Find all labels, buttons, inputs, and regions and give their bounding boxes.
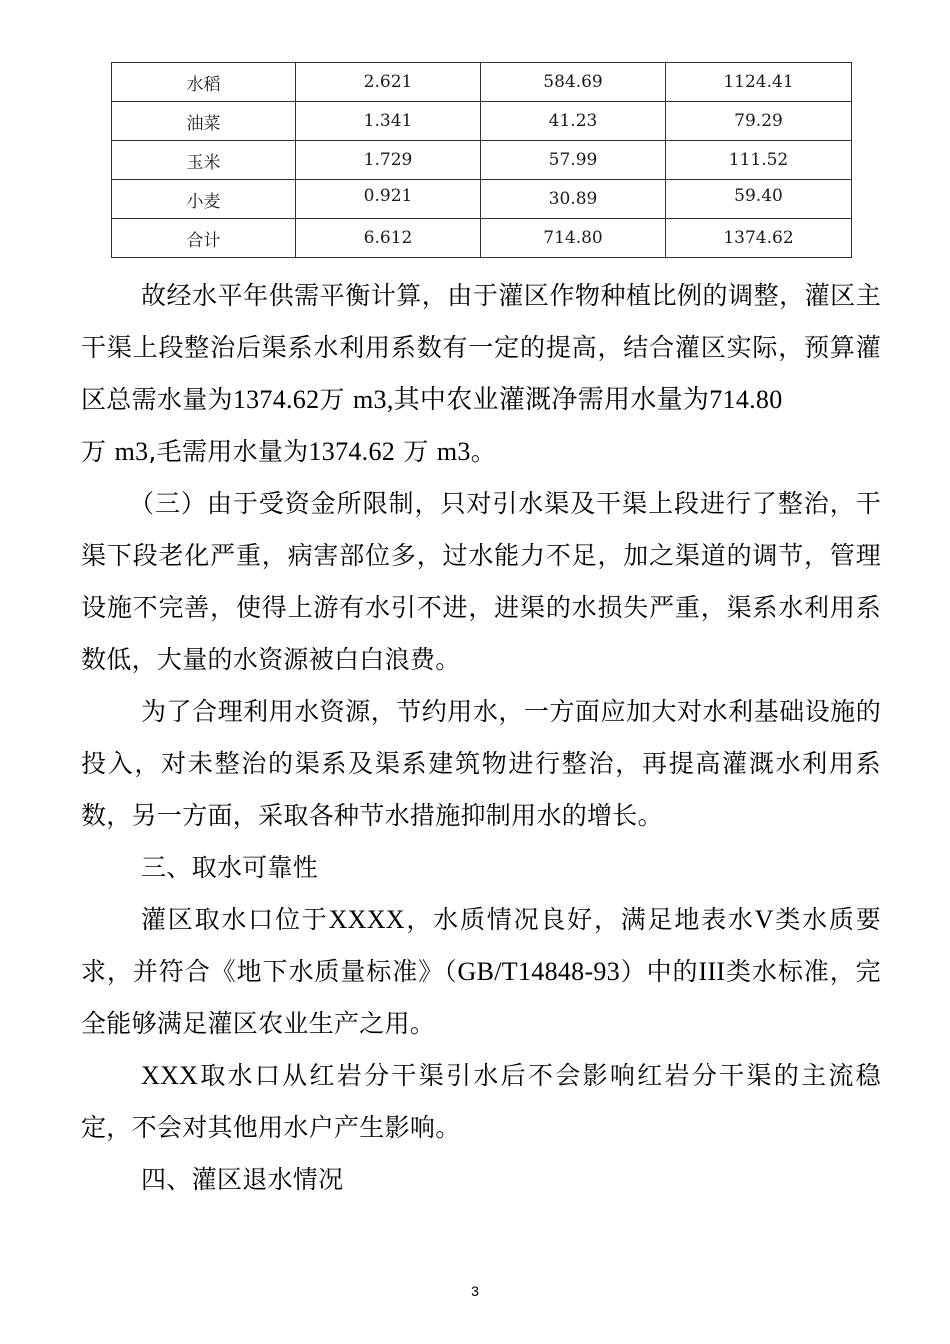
number-run: 1374.62 (232, 385, 320, 414)
number-run: 714.80 (709, 385, 783, 414)
table-cell: 714.80 (481, 219, 666, 258)
table-cell: 6.612 (296, 219, 481, 258)
text-run: 取水口从红岩分干渠引水后不会影响红岩分干渠的主流稳定，不会对其他用水户产生影响。 (81, 1061, 881, 1142)
text-run: 万 (81, 437, 107, 466)
number-run: III (698, 957, 726, 986)
unit-exponent: 3 (135, 437, 149, 466)
heading-intake-reliability: 三、取水可靠性 (141, 853, 319, 882)
table-cell: 0.921 (296, 180, 481, 219)
unit-run: m (114, 437, 136, 466)
table-cell: 1.729 (296, 141, 481, 180)
number-run: XXX (141, 1061, 199, 1090)
table-cell: 57.99 (481, 141, 666, 180)
table-cell: 1124.41 (666, 63, 852, 102)
table-cell-crop: 油菜 (112, 102, 296, 141)
number-run: V (754, 905, 774, 934)
crop-water-table (111, 62, 852, 258)
text-run: 故经水平年供需平衡计算，由于灌区作物种植比例的调整，灌区主干渠上段整治后渠系水利用系数有一定的提高，结合灌区实际，预算灌区总需水量为 (81, 281, 881, 414)
table-cell-crop: 水稻 (112, 63, 296, 102)
heading-drainage: 四、灌区退水情况 (141, 1165, 344, 1194)
text-run: 万 (403, 437, 429, 466)
table-cell: 2.621 (296, 63, 481, 102)
text-run: 。 (470, 437, 497, 466)
table-cell-crop: 小麦 (112, 180, 296, 219)
unit-run: m (352, 385, 374, 414)
table-cell: 1.341 (296, 102, 481, 141)
text-run: 万 (319, 385, 345, 414)
table-row (112, 63, 852, 102)
paragraph-water-demand (81, 270, 881, 478)
text-run: 灌区取水口位于 (141, 905, 329, 934)
text-run: ,毛需用水量为 (148, 437, 309, 466)
text-run: 类水标准，完全能够满足灌区农业生产之用。 (81, 957, 881, 1038)
table-cell: 59.40 (666, 180, 852, 219)
number-run: GB/T14848-93 (457, 957, 621, 986)
number-run: 1374.62 (308, 437, 396, 466)
table-row (112, 180, 852, 219)
unit-exponent: 3 (373, 385, 387, 414)
paragraph-rational-use: 为了合理利用水资源，节约用水，一方面应加大对水利基础设施的投入，对未整治的渠系及渠系建筑物进行整治，再提高灌溉水利用系数，另一方面，采取各种节水措施抑制用水的增长。 (81, 697, 881, 830)
table-cell: 111.52 (666, 141, 852, 180)
text-run: ,其中农业灌溉净需用水量为 (386, 385, 710, 414)
table-cell: 1374.62 (666, 219, 852, 258)
paragraph-intake-location (81, 894, 881, 1050)
table-cell: 79.29 (666, 102, 852, 141)
text-run: ，水质情况良好，满足地表水 (404, 905, 755, 934)
unit-run: m (436, 437, 458, 466)
table-row (112, 102, 852, 141)
text-run: ）中的 (620, 957, 699, 986)
table-cell-crop: 玉米 (112, 141, 296, 180)
table-cell: 41.23 (481, 102, 666, 141)
number-run: XXXX (328, 905, 405, 934)
table-cell: 30.89 (481, 180, 666, 219)
table-row (112, 219, 852, 258)
paragraph-section-three: （三）由于受资金所限制，只对引水渠及干渠上段进行了整治，干渠下段老化严重，病害部位多，过水能力不足，加之渠道的调节，管理设施不完善，使得上游有水引不进，进渠的水损失严重，渠系水利用系数低，大量的水资源被白白浪费。 (81, 489, 881, 674)
paragraph-intake-impact (81, 1050, 881, 1154)
table-cell-crop: 合计 (112, 219, 296, 258)
table-cell: 584.69 (481, 63, 666, 102)
unit-exponent: 3 (457, 437, 471, 466)
table-row (112, 141, 852, 180)
page-number: 3 (471, 1283, 479, 1299)
text-run: 类水质要求，并符合《地下水质量标准》（ (81, 905, 881, 986)
